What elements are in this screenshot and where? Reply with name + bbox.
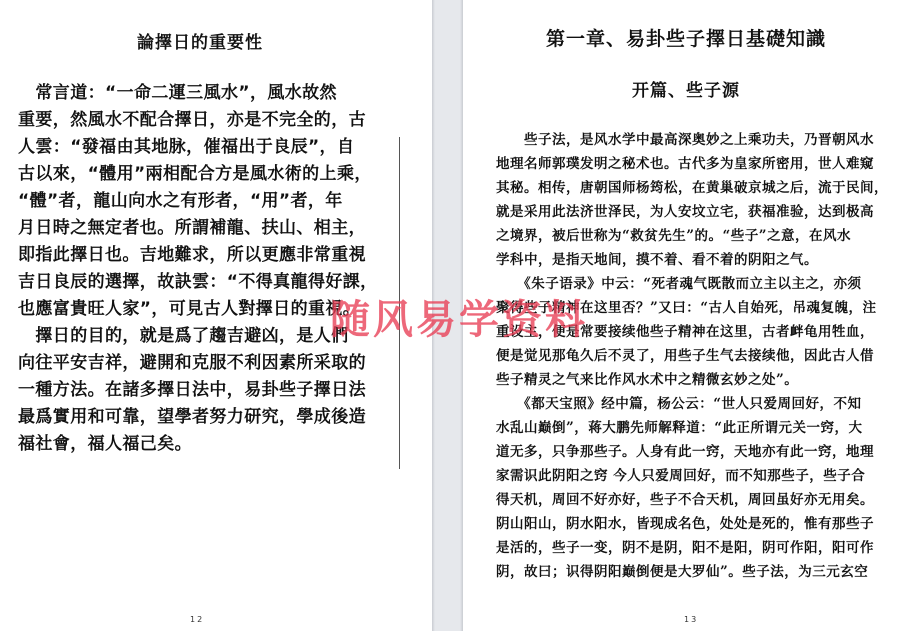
left-body-line: 月日時之無定者也。所謂補龍、扶山、相主，	[18, 218, 366, 238]
right-body-line: 水乱山巅倒”，蒋大鹏先师解释道：“此正所谓元关一窍，大	[496, 420, 863, 436]
right-body-line: 重设主，便是常要接续他些子精神在这里，古者衅龟用牲血，	[496, 324, 874, 340]
page-gutter	[432, 0, 463, 631]
right-page-number: 13	[684, 615, 699, 624]
left-body-line: 福社會，福人福己矣。	[18, 434, 192, 454]
left-body-line: 最爲實用和可靠，望學者努力研究，學成後造	[18, 407, 366, 427]
left-page-title: 論擇日的重要性	[137, 33, 263, 53]
right-body-line: 道无多，只争那些子。人身有此一窍，天地亦有此一窍，地理	[496, 444, 874, 460]
left-body-line: “體”者，龍山向水之有形者，“用”者，年	[18, 191, 343, 211]
section-title: 开篇、些子源	[632, 81, 740, 101]
left-body-line: 古以來，“體用”兩相配合方是風水術的上乘，	[18, 164, 372, 184]
right-body-line: 《都天宝照》经中篇，杨公云：“世人只爱周回好，不知	[496, 396, 862, 412]
right-body-line: 些子精灵之气来比作风水术中之精微玄妙之处”。	[496, 372, 799, 388]
right-page-body	[496, 128, 886, 584]
left-body-line: 一種方法。在諸多擇日法中，易卦些子擇日法	[18, 380, 366, 400]
watermark-text: 随风易学资料	[330, 297, 588, 343]
left-body-line: 人雲：“發福由其地脉，催福出于良辰”，自	[18, 137, 355, 157]
right-body-line: 之境界，被后世称为“救贫先生”的。“些子”之意，在风水	[496, 228, 852, 244]
right-page	[463, 0, 909, 631]
right-body-line: 聚得些子精神在这里否？”又曰：“古人自始死，吊魂复魄，注	[496, 300, 877, 316]
right-body-line: 是活的，些子一变，阴不是阴，阳不是阳，阴可作阳，阳可作	[496, 540, 874, 556]
left-body-line: 向往平安吉祥，避開和克服不利因素所采取的	[18, 353, 366, 373]
right-body-line: 其秘。相传，唐朝国师杨筠松，在黄巢破京城之后，流于民间，	[496, 180, 888, 196]
right-body-line: 家需识此阴阳之窍 今人只爱周回好，而不知那些子，些子合	[496, 468, 866, 484]
margin-rule	[399, 137, 400, 469]
left-page	[0, 0, 432, 631]
right-body-line: 便是觉见那龟久后不灵了，用些子生气去接续他，因此古人借	[496, 348, 874, 364]
right-body-line: 些子法，是风水学中最高深奥妙之上乘功夫，乃晋朝风水	[496, 132, 874, 148]
left-page-number: 12	[190, 615, 205, 624]
left-body-line: 常言道：“一命二運三風水”，風水故然	[18, 83, 337, 103]
gutter-edge-left	[432, 0, 435, 631]
right-body-line: 地理名师郭璞发明之秘术也。古代多为皇家所密用，世人难窥	[496, 156, 874, 172]
left-body-line: 重要，然風水不配合擇日，亦是不完全的，古	[18, 110, 366, 130]
left-body-line: 擇日的目的，就是爲了趨吉避凶，是人們	[18, 326, 349, 346]
right-body-line: 《朱子语录》中云：“死者魂气既散而立主以主之，亦须	[496, 276, 862, 292]
right-body-line: 阴，故曰；识得阴阳巅倒便是大罗仙”。些子法，为三元玄空	[496, 564, 869, 580]
right-body-line: 学科中，是指天地间，摸不着、看不着的阴阳之气。	[496, 252, 818, 268]
left-page-body	[18, 80, 398, 458]
left-body-line: 即指此擇日也。吉地難求，所以更應非常重視	[18, 245, 366, 265]
chapter-title: 第一章、易卦些子擇日基礎知識	[545, 28, 826, 50]
left-body-line: 吉日良辰的選擇，故訣雲：“不得真龍得好課，	[18, 272, 378, 292]
right-body-line: 阴山阳山，阴水阳水，皆现成名色，处处是死的，惟有那些子	[496, 516, 874, 532]
left-body-line: 也應富貴旺人家”，可見古人對擇日的重視。	[18, 299, 361, 319]
right-body-line: 得天机，周回不好亦好，些子不合天机，周回虽好亦无用矣。	[496, 492, 874, 508]
right-body-line: 就是采用此法济世泽民，为人安坟立宅，获福准验，达到极高	[496, 204, 874, 220]
